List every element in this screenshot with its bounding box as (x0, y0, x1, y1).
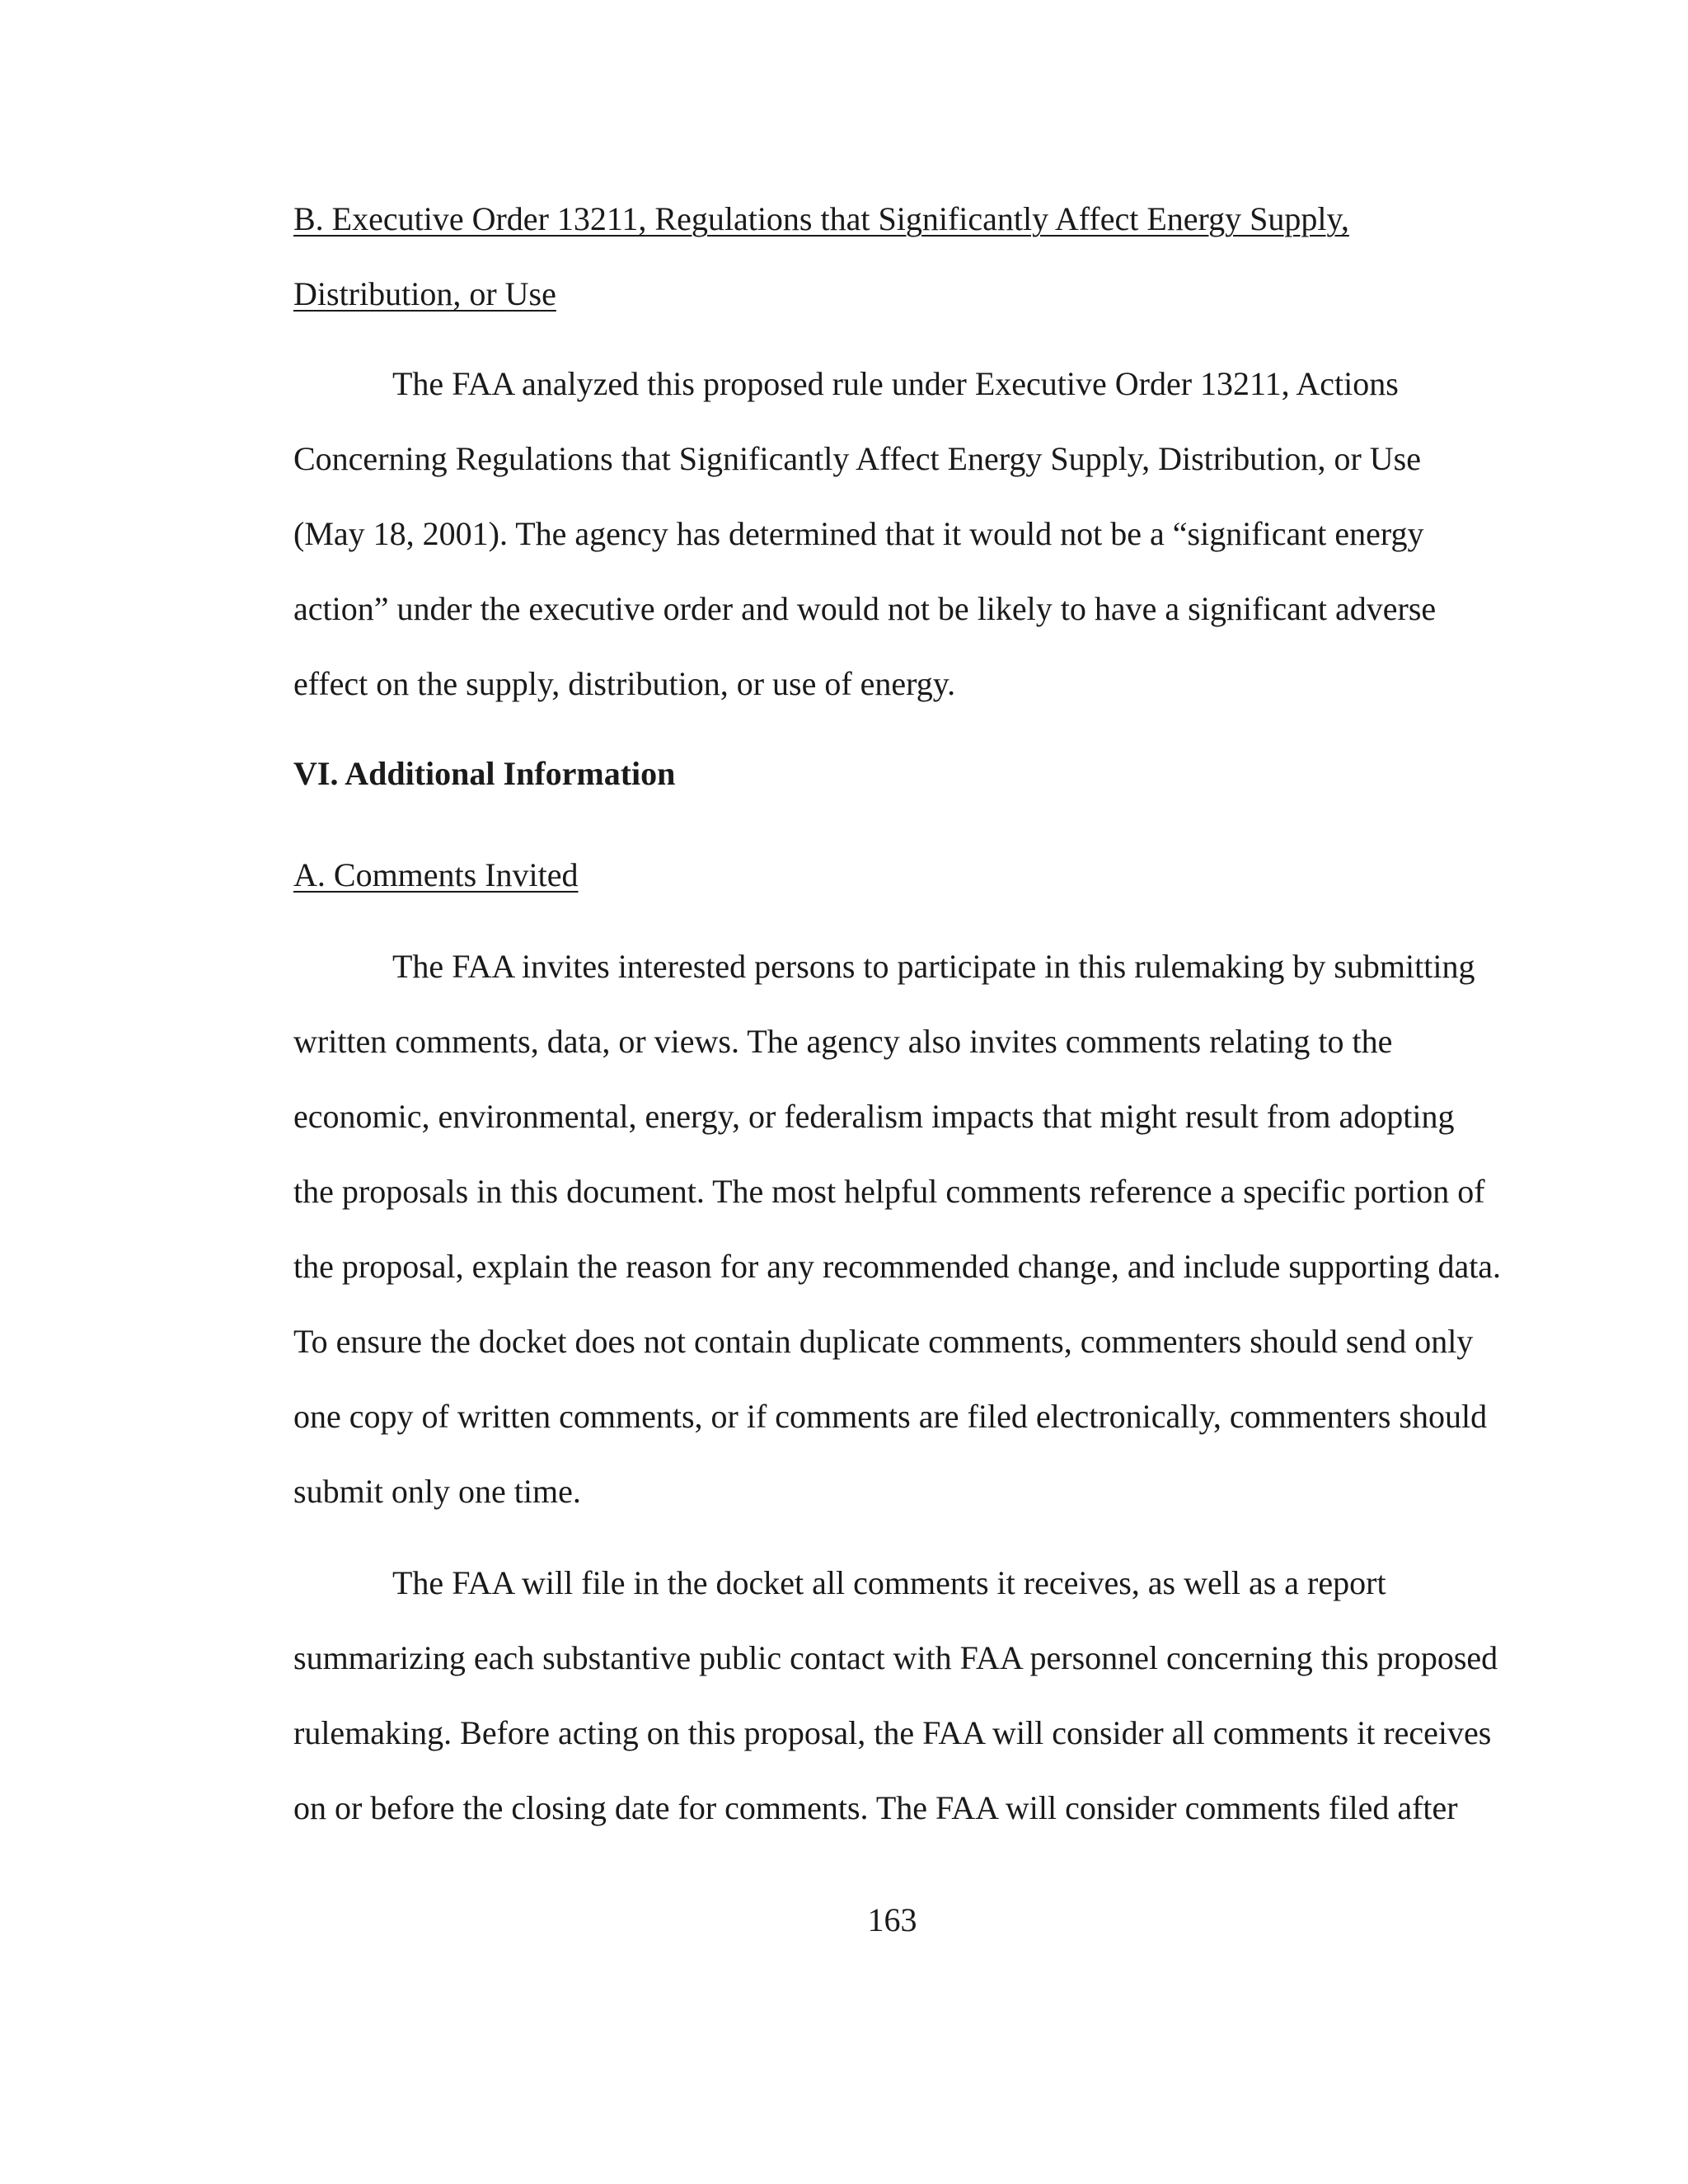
paragraph-line: To ensure the docket does not contain duplicate comments, commenters should send only (293, 1323, 1474, 1360)
page-number: 163 (867, 1901, 917, 1938)
section-b-paragraph (293, 346, 1497, 721)
paragraph-line: action” under the executive order and would not be likely to have a significant adverse (293, 590, 1437, 627)
section-b-heading-line-2: Distribution, or Use (293, 275, 556, 312)
paragraph-line: The FAA invites interested persons to participate in this rulemaking by submitting (392, 948, 1475, 985)
paragraph-line: on or before the closing date for comments. The FAA will consider comments filed after (293, 1789, 1458, 1826)
paragraph-line: effect on the supply, distribution, or use of energy. (293, 665, 956, 702)
paragraph-line: one copy of written comments, or if comments are filed electronically, commenters should (293, 1398, 1488, 1435)
section-b-heading-line-1: B. Executive Order 13211, Regulations that Significantly Affect Energy Supply, (293, 200, 1349, 237)
paragraph-line: summarizing each substantive public contact with FAA personnel concerning this proposed (293, 1639, 1498, 1676)
paragraph-line: The FAA will file in the docket all comments it receives, as well as a report (392, 1564, 1386, 1601)
paragraph-line: the proposal, explain the reason for any recommended change, and include supporting data. (293, 1248, 1502, 1285)
paragraph-line: economic, environmental, energy, or federalism impacts that might result from adopting (293, 1098, 1455, 1135)
paragraph-line: Concerning Regulations that Significantly Affect Energy Supply, Distribution, or Use (293, 440, 1421, 477)
section-b-heading (293, 181, 1497, 331)
comments-invited-paragraph-2 (293, 1545, 1497, 1845)
section-a-heading: A. Comments Invited (293, 856, 579, 893)
paragraph-line: rulemaking. Before acting on this proposal, the FAA will consider all comments it receives (293, 1714, 1492, 1751)
paragraph-line: The FAA analyzed this proposed rule under Executive Order 13211, Actions (392, 365, 1399, 402)
document-page (293, 181, 1502, 1845)
comments-invited-paragraph-1 (293, 929, 1502, 1529)
paragraph-line: the proposals in this document. The most helpful comments reference a specific portion of (293, 1173, 1485, 1210)
paragraph-line: written comments, data, or views. The agency also invites comments relating to the (293, 1023, 1393, 1060)
paragraph-line: submit only one time. (293, 1473, 581, 1510)
paragraph-line: (May 18, 2001). The agency has determined that it would not be a “significant energy (293, 515, 1424, 552)
section-vi-heading: VI. Additional Information (293, 755, 676, 792)
